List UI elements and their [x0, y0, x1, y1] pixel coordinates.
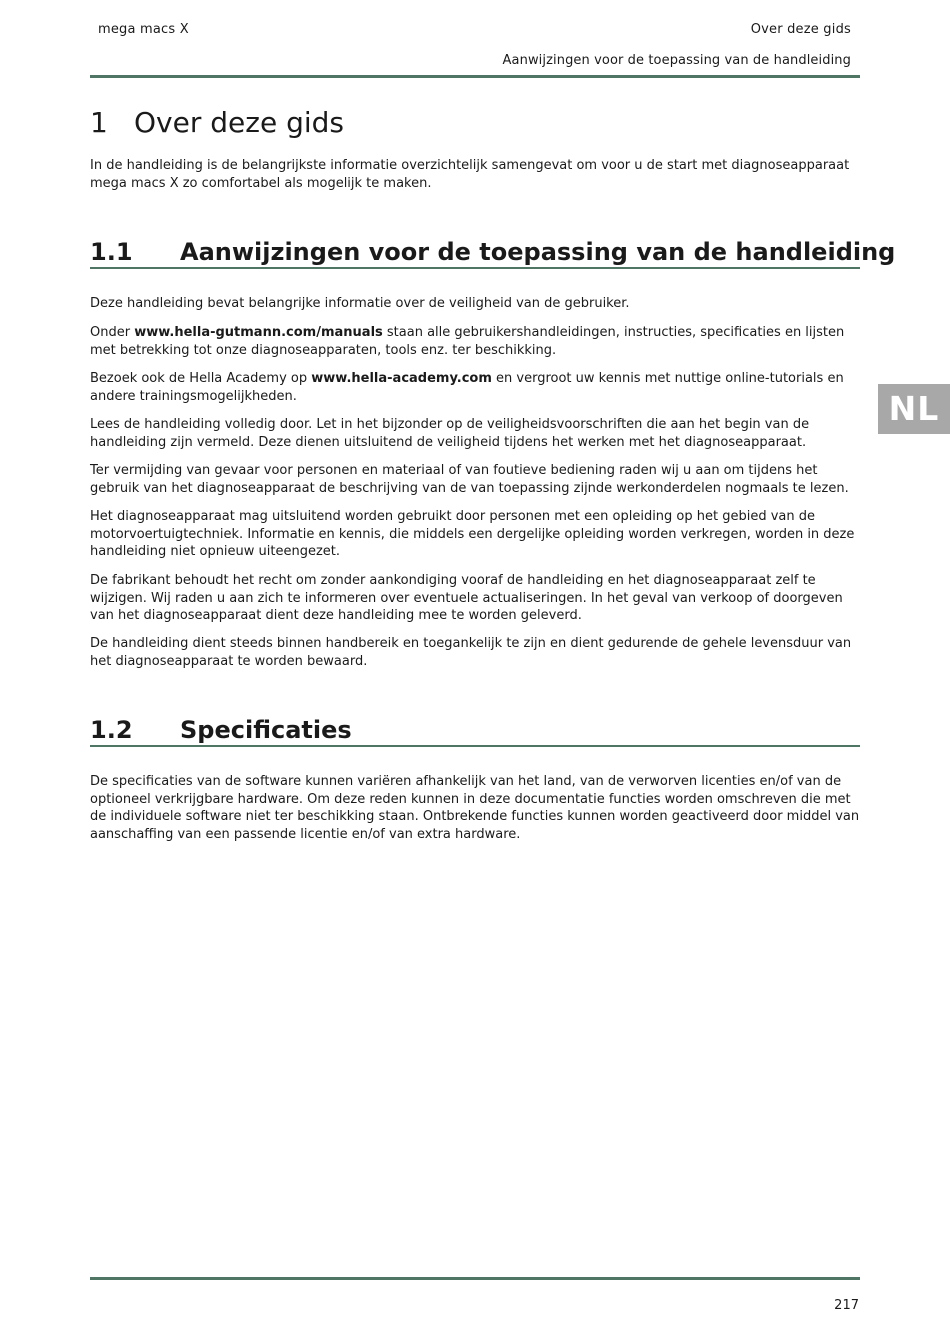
- section-1-1-paragraph-7: De fabrikant behoudt het recht om zonder aankondiging vooraf de handleiding en het diagnoseapparaat zelf te wijzigen. Wij raden u aan zich te informeren over eventuele actualiseringen. In het geval van verkoop of doorgeven van het diagnoseapparaat dient deze handleiding mee te worden geleverd.: [90, 573, 843, 624]
- section-1-1-paragraph-5: Ter vermijding van gevaar voor personen en materiaal of van foutieve bediening raden wij u aan om tijdens het gebruik van het diagnoseapparaat de beschrijving van de van toepassing zijnde werkonderdelen nogmaals te lezen.: [90, 463, 849, 496]
- section-1-1-paragraph-4: Lees de handleiding volledig door. Let in het bijzonder op de veiligheidsvoorschriften die aan het begin van de handleiding zijn vermeld. Deze dienen uitsluitend de veiligheid tijdens het werken met het diagnoseapparaat.: [90, 417, 810, 450]
- p2-text-after: staan alle gebruikershandleidingen, instructies, specificaties en lijsten met betrekking tot onze diagnoseapparaten, tools enz. ter beschikking.: [90, 325, 845, 358]
- section-1-1-paragraph-8: De handleiding dient steeds binnen handbereik en toegankelijk te zijn en dient gedurende de gehele levensduur van het diagnoseapparaat te worden bewaard.: [90, 636, 852, 669]
- chapter-title: Over deze gids: [134, 106, 344, 139]
- section-1-1-title: Aanwijzingen voor de toepassing van de handleiding: [180, 238, 896, 266]
- section-1-1-paragraph-6: Het diagnoseapparaat mag uitsluitend worden gebruikt door personen met een opleiding op het gebied van de motorvoertuigtechniek. Informatie en kennis, die middels een dergelijke opleiding worden verkregen, worden in deze handleiding niet opnieuw uiteengezet.: [90, 509, 855, 560]
- section-1-1-divider: [90, 267, 860, 269]
- section-1-1-heading: [90, 238, 896, 266]
- header-product-name: mega macs X: [98, 22, 189, 37]
- chapter-heading: [90, 106, 344, 139]
- p3-text-before: Bezoek ook de Hella Academy op: [90, 371, 312, 386]
- section-1-2-paragraph-1: De specificaties van de software kunnen variëren afhankelijk van het land, van de verworven licenties en/of van de optioneel verkrijgbare hardware. Om deze reden kunnen in deze documentatie functies worden omschreven die met de individuele software niet ter beschikking staan. Ontbrekende functies kunnen worden geactiveerd door middel van aanschaffing van een passende licentie en/of van extra hardware.: [90, 774, 860, 842]
- section-1-1-number: 1.1: [90, 238, 133, 266]
- page-number: 217: [834, 1298, 859, 1313]
- section-1-1-paragraph-1: Deze handleiding bevat belangrijke informatie over de veiligheid van de gebruiker.: [90, 296, 630, 311]
- header-divider: [90, 75, 860, 78]
- language-tab: NL: [878, 384, 950, 434]
- header-section-title: Aanwijzingen voor de toepassing van de handleiding: [502, 53, 851, 68]
- section-1-2-divider: [90, 745, 860, 747]
- section-1-2-title: Specificaties: [180, 716, 352, 744]
- footer-divider: [90, 1277, 860, 1280]
- manuals-link[interactable]: www.hella-gutmann.com/manuals: [134, 325, 383, 340]
- p2-text-before: Onder: [90, 325, 135, 340]
- section-1-2-number: 1.2: [90, 716, 133, 744]
- p3-text-after: en vergroot uw kennis met nuttige online-tutorials en andere trainingsmogelijkheden.: [90, 371, 844, 404]
- header-chapter-title: Over deze gids: [750, 22, 851, 37]
- chapter-intro: In de handleiding is de belangrijkste informatie overzichtelijk samengevat om voor u de start met diagnoseapparaat mega macs X zo comfortabel als mogelijk te maken.: [90, 158, 850, 191]
- academy-link[interactable]: www.hella-academy.com: [311, 371, 492, 386]
- section-1-2-heading: [90, 716, 860, 744]
- section-1-1-paragraph-3: [90, 370, 860, 405]
- section-1-1-paragraph-2: [90, 324, 860, 359]
- chapter-number: 1: [90, 106, 108, 139]
